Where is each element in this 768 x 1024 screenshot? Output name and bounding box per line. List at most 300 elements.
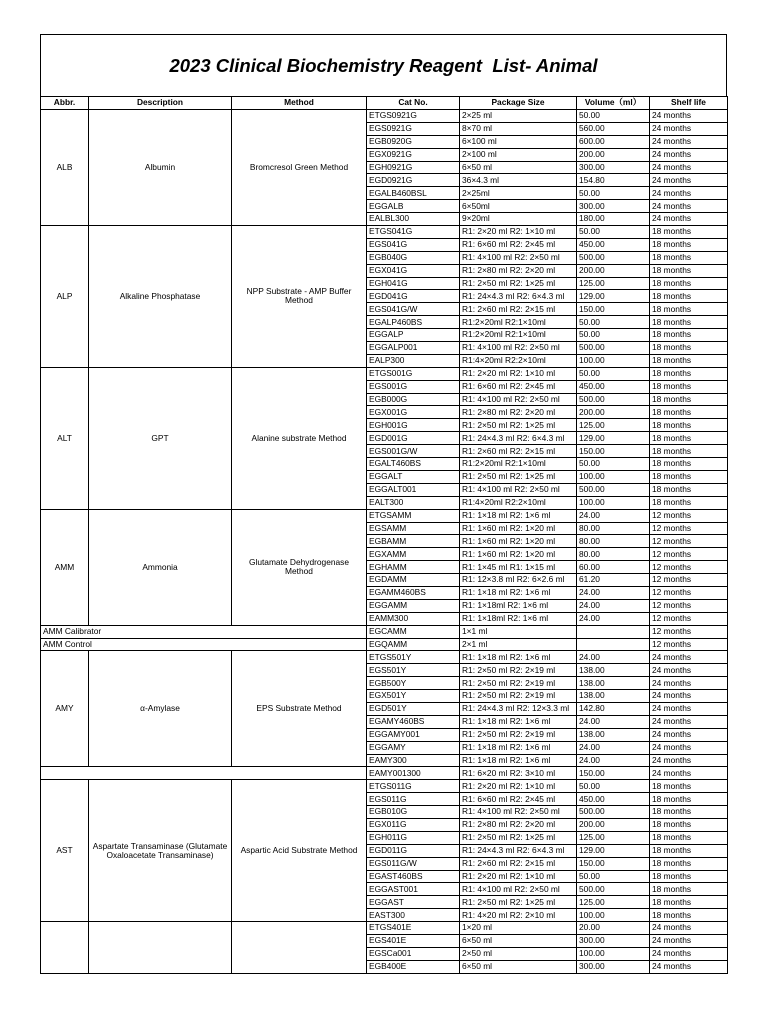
- package-size-cell: R1: 1×45 ml R1: 1×15 ml: [460, 561, 577, 574]
- shelf-life-cell: 12 months: [650, 535, 728, 548]
- shelf-life-cell: 24 months: [650, 702, 728, 715]
- volume-cell: 129.00: [577, 290, 650, 303]
- cat-no-cell: EGD001G: [367, 432, 460, 445]
- shelf-life-cell: 18 months: [650, 277, 728, 290]
- package-size-cell: R1: 4×100 ml R2: 2×50 ml: [460, 806, 577, 819]
- cat-no-cell: EGS011G/W: [367, 857, 460, 870]
- volume-cell: 450.00: [577, 380, 650, 393]
- cat-no-cell: ETGS401E: [367, 922, 460, 935]
- volume-cell: 24.00: [577, 741, 650, 754]
- package-size-cell: 6×100 ml: [460, 135, 577, 148]
- volume-cell: 50.00: [577, 226, 650, 239]
- package-size-cell: R1: 4×100 ml R2: 2×50 ml: [460, 483, 577, 496]
- volume-cell: 100.00: [577, 909, 650, 922]
- volume-cell: 600.00: [577, 135, 650, 148]
- table-body: [41, 110, 728, 974]
- package-size-cell: R1: 2×50 ml R2: 2×19 ml: [460, 690, 577, 703]
- cat-no-cell: EGAST460BS: [367, 870, 460, 883]
- package-size-cell: R1:4×20ml R2:2×10ml: [460, 496, 577, 509]
- shelf-life-cell: 18 months: [650, 290, 728, 303]
- cat-no-cell: EGS001G: [367, 380, 460, 393]
- shelf-life-cell: 18 months: [650, 380, 728, 393]
- abbr-cell: AMM: [41, 509, 89, 625]
- cat-no-cell: EGH001G: [367, 419, 460, 432]
- package-size-cell: 9×20ml: [460, 213, 577, 226]
- description-cell: α-Amylase: [89, 651, 232, 767]
- cat-no-cell: EGH041G: [367, 277, 460, 290]
- package-size-cell: R1: 2×20 ml R2: 1×10 ml: [460, 226, 577, 239]
- shelf-life-cell: 24 months: [650, 922, 728, 935]
- cat-no-cell: EAMY300: [367, 754, 460, 767]
- shelf-life-cell: 18 months: [650, 483, 728, 496]
- cat-no-cell: EGALT460BS: [367, 458, 460, 471]
- volume-cell: 142.80: [577, 702, 650, 715]
- volume-cell: 200.00: [577, 406, 650, 419]
- package-size-cell: 1×1 ml: [460, 625, 577, 638]
- package-size-cell: 2×100 ml: [460, 148, 577, 161]
- shelf-life-cell: 18 months: [650, 470, 728, 483]
- cat-no-cell: EGB400E: [367, 960, 460, 973]
- cat-no-cell: EGGALT001: [367, 483, 460, 496]
- shelf-life-cell: 18 months: [650, 251, 728, 264]
- package-size-cell: 2×50 ml: [460, 947, 577, 960]
- package-size-cell: R1: 1×18ml R2: 1×6 ml: [460, 599, 577, 612]
- volume-cell: 129.00: [577, 432, 650, 445]
- volume-cell: [577, 625, 650, 638]
- shelf-life-cell: 12 months: [650, 638, 728, 651]
- shelf-life-cell: 24 months: [650, 715, 728, 728]
- volume-cell: 100.00: [577, 947, 650, 960]
- shelf-life-cell: 24 months: [650, 651, 728, 664]
- package-size-cell: R1: 4×100 ml R2: 2×50 ml: [460, 883, 577, 896]
- package-size-cell: R1: 6×60 ml R2: 2×45 ml: [460, 793, 577, 806]
- header-volume: Volume（ml）: [577, 97, 650, 110]
- package-size-cell: 6×50 ml: [460, 960, 577, 973]
- volume-cell: 24.00: [577, 599, 650, 612]
- volume-cell: 180.00: [577, 213, 650, 226]
- package-size-cell: R1: 2×50 ml R2: 2×19 ml: [460, 728, 577, 741]
- package-size-cell: R1:2×20ml R2:1×10ml: [460, 316, 577, 329]
- cat-no-cell: EGBAMM: [367, 535, 460, 548]
- volume-cell: 500.00: [577, 483, 650, 496]
- volume-cell: 100.00: [577, 496, 650, 509]
- shelf-life-cell: 18 months: [650, 793, 728, 806]
- cat-no-cell: EGS041G: [367, 238, 460, 251]
- shelf-life-cell: 24 months: [650, 135, 728, 148]
- package-size-cell: R1: 6×60 ml R2: 2×45 ml: [460, 238, 577, 251]
- cat-no-cell: ETGSAMM: [367, 509, 460, 522]
- volume-cell: 138.00: [577, 690, 650, 703]
- cat-no-cell: EGAMY460BS: [367, 715, 460, 728]
- shelf-life-cell: 18 months: [650, 896, 728, 909]
- volume-cell: 60.00: [577, 561, 650, 574]
- volume-cell: 150.00: [577, 857, 650, 870]
- table-row-extra: [41, 638, 728, 651]
- shelf-life-cell: 12 months: [650, 522, 728, 535]
- package-size-cell: R1: 2×80 ml R2: 2×20 ml: [460, 264, 577, 277]
- shelf-life-cell: 18 months: [650, 354, 728, 367]
- volume-cell: 24.00: [577, 612, 650, 625]
- header-abbr: Abbr.: [41, 97, 89, 110]
- shelf-life-cell: 18 months: [650, 780, 728, 793]
- shelf-life-cell: 18 months: [650, 806, 728, 819]
- abbr-cell: [41, 922, 89, 974]
- cat-no-cell: EGB500Y: [367, 677, 460, 690]
- cat-no-cell: EGXAMM: [367, 548, 460, 561]
- abbr-cell: ALT: [41, 367, 89, 509]
- method-cell: [232, 922, 367, 974]
- cat-no-cell: EGQAMM: [367, 638, 460, 651]
- table-row-extra: [41, 767, 728, 780]
- shelf-life-cell: 12 months: [650, 548, 728, 561]
- package-size-cell: R1: 2×50 ml R2: 1×25 ml: [460, 896, 577, 909]
- shelf-life-cell: 12 months: [650, 612, 728, 625]
- volume-cell: 24.00: [577, 715, 650, 728]
- item-label-cell: AMM Calibrator: [41, 625, 367, 638]
- method-cell: EPS Substrate Method: [232, 651, 367, 767]
- package-size-cell: R1:2×20ml R2:1×10ml: [460, 329, 577, 342]
- volume-cell: 200.00: [577, 148, 650, 161]
- cat-no-cell: EGGALB: [367, 200, 460, 213]
- shelf-life-cell: 18 months: [650, 458, 728, 471]
- shelf-life-cell: 18 months: [650, 238, 728, 251]
- description-cell: Albumin: [89, 110, 232, 226]
- volume-cell: 50.00: [577, 458, 650, 471]
- header-shelf-life: Shelf life: [650, 97, 728, 110]
- description-cell: GPT: [89, 367, 232, 509]
- cat-no-cell: EAMM300: [367, 612, 460, 625]
- cat-no-cell: EGB000G: [367, 393, 460, 406]
- shelf-life-cell: 18 months: [650, 496, 728, 509]
- shelf-life-cell: 24 months: [650, 122, 728, 135]
- shelf-life-cell: 24 months: [650, 664, 728, 677]
- shelf-life-cell: 18 months: [650, 831, 728, 844]
- package-size-cell: R1: 2×60 ml R2: 2×15 ml: [460, 303, 577, 316]
- cat-no-cell: EGGALP001: [367, 342, 460, 355]
- table-row: [41, 509, 728, 522]
- shelf-life-cell: 24 months: [650, 960, 728, 973]
- shelf-life-cell: 18 months: [650, 419, 728, 432]
- volume-cell: 150.00: [577, 303, 650, 316]
- package-size-cell: R1: 2×50 ml R2: 1×25 ml: [460, 277, 577, 290]
- cat-no-cell: EGGAMY001: [367, 728, 460, 741]
- package-size-cell: R1: 2×60 ml R2: 2×15 ml: [460, 445, 577, 458]
- package-size-cell: R1:2×20ml R2:1×10ml: [460, 458, 577, 471]
- cat-no-cell: EGD0921G: [367, 174, 460, 187]
- package-size-cell: R1: 2×20 ml R2: 1×10 ml: [460, 367, 577, 380]
- package-size-cell: R1: 1×18ml R2: 1×6 ml: [460, 612, 577, 625]
- cat-no-cell: EGAMM460BS: [367, 586, 460, 599]
- cat-no-cell: EAST300: [367, 909, 460, 922]
- package-size-cell: R1: 1×18 ml R2: 1×6 ml: [460, 586, 577, 599]
- cat-no-cell: EGX041G: [367, 264, 460, 277]
- package-size-cell: 6×50 ml: [460, 935, 577, 948]
- shelf-life-cell: 18 months: [650, 393, 728, 406]
- shelf-life-cell: 18 months: [650, 329, 728, 342]
- volume-cell: 50.00: [577, 329, 650, 342]
- volume-cell: 200.00: [577, 818, 650, 831]
- volume-cell: 300.00: [577, 935, 650, 948]
- shelf-life-cell: 24 months: [650, 110, 728, 123]
- package-size-cell: R1: 6×60 ml R2: 2×45 ml: [460, 380, 577, 393]
- shelf-life-cell: 12 months: [650, 574, 728, 587]
- package-size-cell: R1: 24×4.3 ml R2: 6×4.3 ml: [460, 844, 577, 857]
- package-size-cell: R1: 1×18 ml R2: 1×6 ml: [460, 741, 577, 754]
- table-row: [41, 226, 728, 239]
- page-title: 2023 Clinical Biochemistry Reagent List- Animal: [169, 54, 598, 76]
- package-size-cell: R1: 6×20 ml R2: 3×10 ml: [460, 767, 577, 780]
- package-size-cell: 8×70 ml: [460, 122, 577, 135]
- shelf-life-cell: 12 months: [650, 509, 728, 522]
- cat-no-cell: EGALB460BSL: [367, 187, 460, 200]
- shelf-life-cell: 18 months: [650, 406, 728, 419]
- volume-cell: 500.00: [577, 342, 650, 355]
- cat-no-cell: EGGALP: [367, 329, 460, 342]
- volume-cell: 154.80: [577, 174, 650, 187]
- cat-no-cell: EGD011G: [367, 844, 460, 857]
- cat-no-cell: EGH011G: [367, 831, 460, 844]
- volume-cell: 138.00: [577, 664, 650, 677]
- cat-no-cell: EGCAMM: [367, 625, 460, 638]
- shelf-life-cell: 18 months: [650, 432, 728, 445]
- package-size-cell: R1: 24×4.3 ml R2: 12×3.3 ml: [460, 702, 577, 715]
- volume-cell: 50.00: [577, 187, 650, 200]
- cat-no-cell: EGS0921G: [367, 122, 460, 135]
- method-cell: Bromcresol Green Method: [232, 110, 367, 226]
- package-size-cell: 2×25 ml: [460, 110, 577, 123]
- reagent-table: [40, 96, 728, 974]
- shelf-life-cell: 18 months: [650, 445, 728, 458]
- volume-cell: 138.00: [577, 677, 650, 690]
- cat-no-cell: EGDAMM: [367, 574, 460, 587]
- description-cell: Alkaline Phosphatase: [89, 226, 232, 368]
- volume-cell: 80.00: [577, 548, 650, 561]
- package-size-cell: R1:4×20ml R2:2×10ml: [460, 354, 577, 367]
- package-size-cell: R1: 2×80 ml R2: 2×20 ml: [460, 406, 577, 419]
- package-size-cell: R1: 2×60 ml R2: 2×15 ml: [460, 857, 577, 870]
- volume-cell: 100.00: [577, 470, 650, 483]
- volume-cell: 50.00: [577, 110, 650, 123]
- cat-no-cell: EGS001G/W: [367, 445, 460, 458]
- package-size-cell: R1: 2×20 ml R2: 1×10 ml: [460, 870, 577, 883]
- cat-no-cell: EAMY001300: [367, 767, 460, 780]
- volume-cell: 300.00: [577, 161, 650, 174]
- package-size-cell: R1: 12×3.8 ml R2: 6×2.6 ml: [460, 574, 577, 587]
- method-cell: NPP Substrate - AMP Buffer Method: [232, 226, 367, 368]
- cat-no-cell: EGX0921G: [367, 148, 460, 161]
- volume-cell: 500.00: [577, 393, 650, 406]
- shelf-life-cell: 18 months: [650, 367, 728, 380]
- shelf-life-cell: 24 months: [650, 935, 728, 948]
- package-size-cell: R1: 4×100 ml R2: 2×50 ml: [460, 393, 577, 406]
- package-size-cell: R1: 2×50 ml R2: 1×25 ml: [460, 831, 577, 844]
- shelf-life-cell: 24 months: [650, 767, 728, 780]
- cat-no-cell: EGSAMM: [367, 522, 460, 535]
- package-size-cell: 2×1 ml: [460, 638, 577, 651]
- volume-cell: 100.00: [577, 354, 650, 367]
- volume-cell: 24.00: [577, 651, 650, 664]
- package-size-cell: R1: 24×4.3 ml R2: 6×4.3 ml: [460, 290, 577, 303]
- volume-cell: 50.00: [577, 780, 650, 793]
- volume-cell: 125.00: [577, 896, 650, 909]
- package-size-cell: 36×4.3 ml: [460, 174, 577, 187]
- cat-no-cell: EALT300: [367, 496, 460, 509]
- table-row-extra: [41, 625, 728, 638]
- cat-no-cell: EGX001G: [367, 406, 460, 419]
- shelf-life-cell: 24 months: [650, 213, 728, 226]
- package-size-cell: 2×25ml: [460, 187, 577, 200]
- cat-no-cell: ETGS041G: [367, 226, 460, 239]
- cat-no-cell: EGS401E: [367, 935, 460, 948]
- package-size-cell: R1: 2×50 ml R2: 2×19 ml: [460, 664, 577, 677]
- shelf-life-cell: 24 months: [650, 187, 728, 200]
- volume-cell: 500.00: [577, 883, 650, 896]
- volume-cell: 20.00: [577, 922, 650, 935]
- reagent-list-sheet: [40, 34, 727, 974]
- shelf-life-cell: 18 months: [650, 264, 728, 277]
- volume-cell: 50.00: [577, 870, 650, 883]
- abbr-cell: ALB: [41, 110, 89, 226]
- volume-cell: 300.00: [577, 200, 650, 213]
- shelf-life-cell: 24 months: [650, 947, 728, 960]
- volume-cell: 560.00: [577, 122, 650, 135]
- volume-cell: 150.00: [577, 767, 650, 780]
- table-row: [41, 651, 728, 664]
- shelf-life-cell: 24 months: [650, 161, 728, 174]
- package-size-cell: R1: 1×18 ml R2: 1×6 ml: [460, 651, 577, 664]
- cat-no-cell: EGGAST001: [367, 883, 460, 896]
- volume-cell: 129.00: [577, 844, 650, 857]
- shelf-life-cell: 24 months: [650, 174, 728, 187]
- cat-no-cell: EGB0920G: [367, 135, 460, 148]
- shelf-life-cell: 12 months: [650, 586, 728, 599]
- shelf-life-cell: 18 months: [650, 844, 728, 857]
- volume-cell: 80.00: [577, 535, 650, 548]
- cat-no-cell: EGGALT: [367, 470, 460, 483]
- cat-no-cell: EGSCa001: [367, 947, 460, 960]
- cat-no-cell: EGX011G: [367, 818, 460, 831]
- cat-no-cell: EGX501Y: [367, 690, 460, 703]
- method-cell: Glutamate Dehydrogenase Method: [232, 509, 367, 625]
- header-row: [41, 97, 728, 110]
- volume-cell: 24.00: [577, 509, 650, 522]
- cat-no-cell: EGS041G/W: [367, 303, 460, 316]
- volume-cell: 450.00: [577, 238, 650, 251]
- cat-no-cell: EGB040G: [367, 251, 460, 264]
- item-label-cell: AMM Control: [41, 638, 367, 651]
- cat-no-cell: EGGAMY: [367, 741, 460, 754]
- cat-no-cell: EGH0921G: [367, 161, 460, 174]
- package-size-cell: R1: 2×80 ml R2: 2×20 ml: [460, 818, 577, 831]
- shelf-life-cell: 18 months: [650, 883, 728, 896]
- shelf-life-cell: 24 months: [650, 677, 728, 690]
- volume-cell: 125.00: [577, 419, 650, 432]
- volume-cell: 50.00: [577, 367, 650, 380]
- shelf-life-cell: 12 months: [650, 625, 728, 638]
- package-size-cell: 6×50 ml: [460, 161, 577, 174]
- shelf-life-cell: 18 months: [650, 870, 728, 883]
- package-size-cell: R1: 2×20 ml R2: 1×10 ml: [460, 780, 577, 793]
- shelf-life-cell: 18 months: [650, 303, 728, 316]
- cat-no-cell: ETGS011G: [367, 780, 460, 793]
- package-size-cell: 6×50ml: [460, 200, 577, 213]
- table-row: [41, 367, 728, 380]
- abbr-cell: ALP: [41, 226, 89, 368]
- table-row: [41, 922, 728, 935]
- package-size-cell: R1: 4×20 ml R2: 2×10 ml: [460, 909, 577, 922]
- package-size-cell: R1: 1×60 ml R2: 1×20 ml: [460, 522, 577, 535]
- volume-cell: 450.00: [577, 793, 650, 806]
- package-size-cell: R1: 1×60 ml R2: 1×20 ml: [460, 535, 577, 548]
- volume-cell: 200.00: [577, 264, 650, 277]
- shelf-life-cell: 12 months: [650, 599, 728, 612]
- volume-cell: 125.00: [577, 277, 650, 290]
- package-size-cell: R1: 4×100 ml R2: 2×50 ml: [460, 251, 577, 264]
- shelf-life-cell: 18 months: [650, 316, 728, 329]
- package-size-cell: R1: 24×4.3 ml R2: 6×4.3 ml: [460, 432, 577, 445]
- cat-no-cell: EALBL300: [367, 213, 460, 226]
- package-size-cell: R1: 2×50 ml R2: 1×25 ml: [460, 470, 577, 483]
- cat-no-cell: ETGS501Y: [367, 651, 460, 664]
- cat-no-cell: EGD041G: [367, 290, 460, 303]
- table-row: [41, 780, 728, 793]
- cat-no-cell: EGS011G: [367, 793, 460, 806]
- package-size-cell: R1: 2×50 ml R2: 2×19 ml: [460, 677, 577, 690]
- table-row: [41, 110, 728, 123]
- description-cell: Aspartate Transaminase (Glutamate Oxaloacetate Transaminase): [89, 780, 232, 922]
- header-description: Description: [89, 97, 232, 110]
- header-package-size: Package Size: [460, 97, 577, 110]
- cat-no-cell: EGS501Y: [367, 664, 460, 677]
- volume-cell: 138.00: [577, 728, 650, 741]
- abbr-cell: AST: [41, 780, 89, 922]
- package-size-cell: R1: 2×50 ml R2: 1×25 ml: [460, 419, 577, 432]
- cat-no-cell: EGGAST: [367, 896, 460, 909]
- volume-cell: 150.00: [577, 445, 650, 458]
- shelf-life-cell: 24 months: [650, 690, 728, 703]
- cat-no-cell: ETGS001G: [367, 367, 460, 380]
- volume-cell: 500.00: [577, 251, 650, 264]
- package-size-cell: R1: 1×60 ml R2: 1×20 ml: [460, 548, 577, 561]
- title-box: [40, 34, 727, 96]
- volume-cell: 50.00: [577, 316, 650, 329]
- item-label-cell: [41, 767, 367, 780]
- volume-cell: 500.00: [577, 806, 650, 819]
- package-size-cell: R1: 1×18 ml R2: 1×6 ml: [460, 715, 577, 728]
- package-size-cell: R1: 1×18 ml R2: 1×6 ml: [460, 754, 577, 767]
- shelf-life-cell: 24 months: [650, 754, 728, 767]
- cat-no-cell: EGHAMM: [367, 561, 460, 574]
- shelf-life-cell: 24 months: [650, 728, 728, 741]
- shelf-life-cell: 18 months: [650, 909, 728, 922]
- cat-no-cell: EALP300: [367, 354, 460, 367]
- cat-no-cell: EGB010G: [367, 806, 460, 819]
- header-cat-no: Cat No.: [367, 97, 460, 110]
- cat-no-cell: EGGAMM: [367, 599, 460, 612]
- shelf-life-cell: 18 months: [650, 857, 728, 870]
- method-cell: Alanine substrate Method: [232, 367, 367, 509]
- package-size-cell: R1: 1×18 ml R2: 1×6 ml: [460, 509, 577, 522]
- package-size-cell: 1×20 ml: [460, 922, 577, 935]
- volume-cell: 24.00: [577, 754, 650, 767]
- description-cell: [89, 922, 232, 974]
- volume-cell: 80.00: [577, 522, 650, 535]
- method-cell: Aspartic Acid Substrate Method: [232, 780, 367, 922]
- header-method: Method: [232, 97, 367, 110]
- volume-cell: 61.20: [577, 574, 650, 587]
- shelf-life-cell: 24 months: [650, 148, 728, 161]
- shelf-life-cell: 24 months: [650, 741, 728, 754]
